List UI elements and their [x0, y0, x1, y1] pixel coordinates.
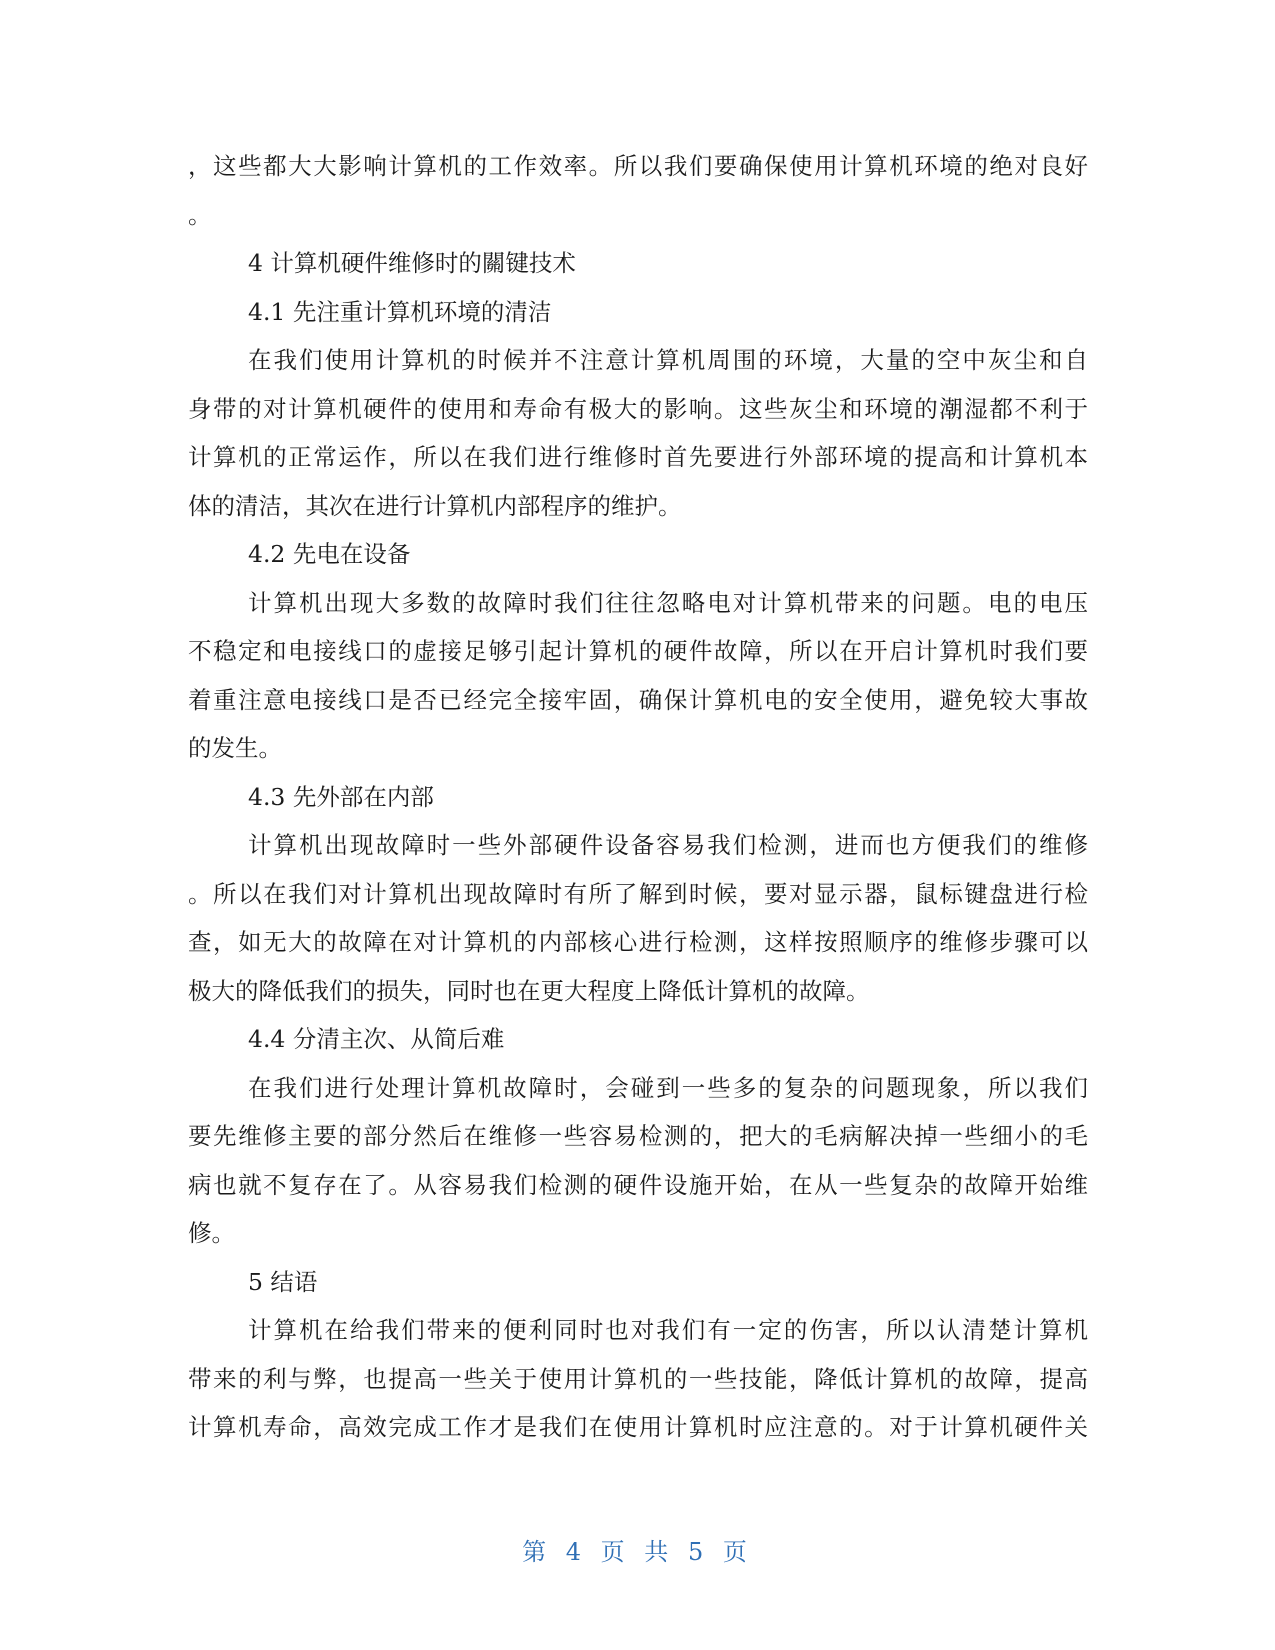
text-line: 。 [188, 200, 212, 229]
text-line: 在我们进行处理计算机故障时，会碰到一些多的复杂的问题现象，所以我们 [248, 1073, 1088, 1102]
text-line: 5 结语 [248, 1267, 318, 1296]
text-line: 4 计算机硬件维修时的關键技术 [248, 249, 576, 277]
page-number-footer: 第 4 页 共 5 页 [522, 1538, 753, 1566]
text-line: 修。 [188, 1219, 235, 1247]
text-line: 计算机出现故障时一些外部硬件设备容易我们检测，进而也方便我们的维修 [248, 831, 1088, 859]
text-line: 要先维修主要的部分然后在维修一些容易检测的，把大的毛病解决掉一些细小的毛 [188, 1122, 1088, 1150]
text-line: 着重注意电接线口是否已经完全接牢固，确保计算机电的安全使用，避免较大事故 [188, 685, 1088, 714]
text-line: 4.1 先注重计算机环境的清洁 [248, 297, 552, 326]
text-line: 极大的降低我们的损失，同时也在更大程度上降低计算机的故障。 [188, 976, 870, 1005]
text-line: 4.2 先电在设备 [248, 540, 411, 568]
text-line: 计算机的正常运作，所以在我们进行维修时首先要进行外部环境的提高和计算机本 [188, 443, 1088, 471]
text-line: 计算机寿命，高效完成工作才是我们在使用计算机时应注意的。对于计算机硬件关 [188, 1413, 1088, 1441]
text-line: 病也就不复存在了。从容易我们检测的硬件设施开始，在从一些复杂的故障开始维 [188, 1170, 1088, 1199]
text-line: 4.3 先外部在内部 [248, 782, 434, 811]
text-line: 在我们使用计算机的时候并不注意计算机周围的环境，大量的空中灰尘和自 [248, 346, 1088, 374]
document-body [188, 142, 1088, 1452]
text-line: 计算机在给我们带来的便利同时也对我们有一定的伤害，所以认清楚计算机 [248, 1316, 1088, 1344]
text-line: 。所以在我们对计算机出现故障时有所了解到时候，要对显示器，鼠标键盘进行检 [188, 879, 1088, 908]
text-line: 4.4 分清主次、从简后难 [248, 1025, 505, 1053]
text-line: 的发生。 [188, 734, 282, 762]
text-line: 查，如无大的故障在对计算机的内部核心进行检测，这样按照顺序的维修步骤可以 [188, 928, 1088, 956]
text-line: 不稳定和电接线口的虚接足够引起计算机的硬件故障，所以在开启计算机时我们要 [188, 637, 1088, 665]
text-line: 体的清洁，其次在进行计算机内部程序的维护。 [188, 491, 682, 520]
text-line: 身带的对计算机硬件的使用和寿命有极大的影响。这些灰尘和环境的潮湿都不利于 [188, 394, 1088, 423]
text-line: 带来的利与弊，也提高一些关于使用计算机的一些技能，降低计算机的故障，提高 [188, 1364, 1088, 1393]
text-line: ，这些都大大影响计算机的工作效率。所以我们要确保使用计算机环境的绝对良好 [188, 152, 1088, 180]
text-line: 计算机出现大多数的故障时我们往往忽略电对计算机带来的问题。电的电压 [248, 588, 1088, 617]
